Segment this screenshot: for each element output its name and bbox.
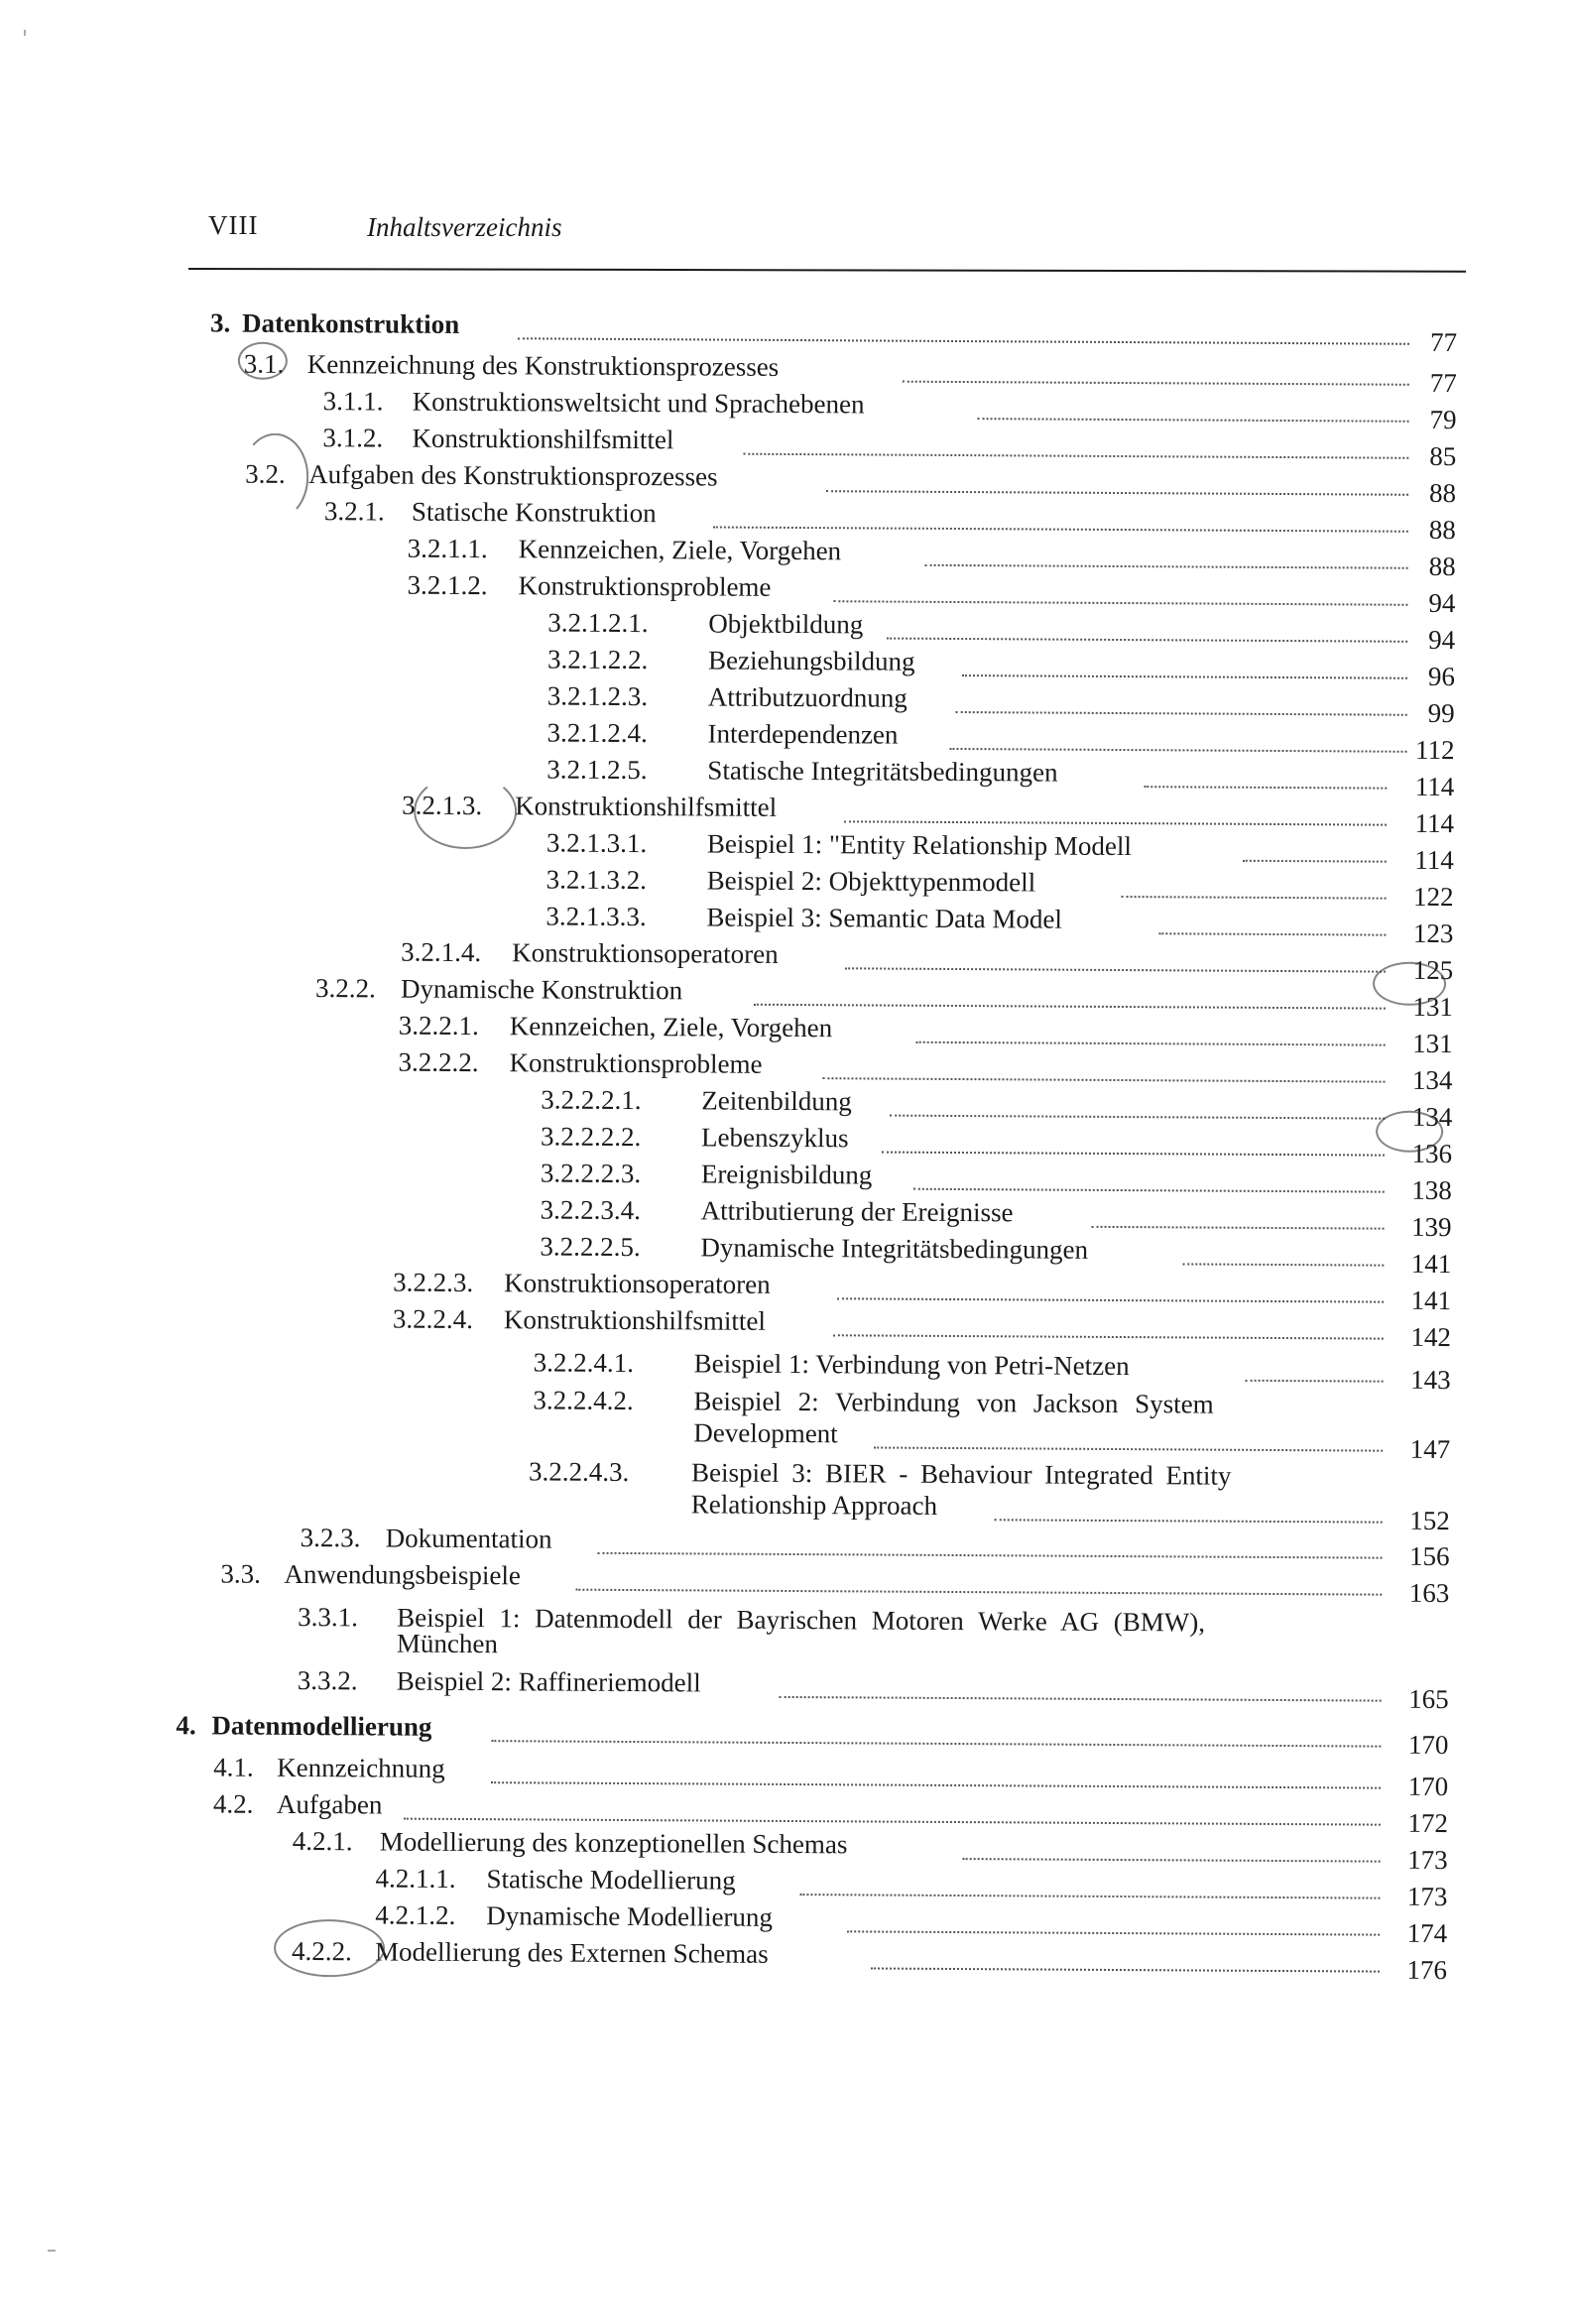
toc-leader <box>754 974 1386 1010</box>
toc-entry-title: Attributierung der Ereignisse <box>700 1195 1014 1228</box>
toc-entry-title: Interdependenzen <box>707 718 899 750</box>
toc-entry-title: Statische Modellierung <box>486 1864 736 1896</box>
toc-entry-number: 4.2.2. <box>291 1935 352 1967</box>
toc-entry-title: Konstruktionsoperatoren <box>504 1268 771 1299</box>
toc-leader <box>871 1937 1380 1972</box>
toc-entry-number: 3.2.2.2.5. <box>540 1231 641 1263</box>
toc-entry-number: 3.2.2.4.1. <box>533 1347 635 1379</box>
toc-entry-page: 141 <box>1410 1248 1452 1280</box>
toc-entry-page: 112 <box>1414 734 1455 766</box>
toc-leader <box>598 1523 1383 1559</box>
toc-entry <box>0 1661 1570 1715</box>
toc-entry-page: 163 <box>1408 1577 1450 1609</box>
toc-entry <box>0 1555 1570 1609</box>
toc-leader <box>978 388 1409 423</box>
toc-leader <box>844 791 1387 825</box>
toc-leader <box>518 307 1409 344</box>
toc-entry-title: Statische Konstruktion <box>411 496 657 529</box>
toc-entry-page: 125 <box>1412 954 1454 986</box>
toc-entry-number: 3.2. <box>245 458 286 489</box>
toc-entry-page: 99 <box>1427 697 1455 729</box>
toc-entry-number: 3.2.2.4. <box>392 1303 474 1335</box>
toc-entry-page: 138 <box>1411 1174 1452 1206</box>
toc-leader <box>575 1559 1382 1596</box>
toc-entry-number: 3.2.1.2.4. <box>546 717 648 749</box>
toc-leader <box>833 1304 1384 1339</box>
toc-entry-number: 3.1.2. <box>322 423 384 453</box>
toc-entry-page: 141 <box>1410 1284 1452 1316</box>
toc-entry-number: 3.2.2.2.2. <box>541 1121 642 1153</box>
toc-entry-title: Kennzeichen, Ziele, Vorgehen <box>518 534 842 566</box>
toc-entry-number: 3.2.2. <box>314 973 376 1004</box>
toc-entry-title: Beispiel 2: Objekttypenmodell <box>706 865 1036 898</box>
toc-entry-title: Konstruktionshilfsmittel <box>412 423 674 455</box>
toc-entry-title: Beispiel 3: BIER - Behaviour Integrated Entity <box>690 1457 1232 1491</box>
toc-entry <box>0 1342 1572 1396</box>
toc-entry-title: Konstruktionsweltsicht und Sprachebenen <box>412 386 865 420</box>
toc-entry-page: 123 <box>1412 917 1454 949</box>
toc-entry-page: 142 <box>1410 1321 1451 1353</box>
toc-entry-number: 3.2.1.2.1. <box>547 607 649 639</box>
toc-leader <box>1158 903 1386 935</box>
toc-entry-number: 3.2.1.2.3. <box>546 680 649 712</box>
toc-entry <box>2 675 1574 729</box>
toc-entry-number: 3.2.2.4.3. <box>528 1456 630 1487</box>
toc-entry-title: Konstruktionsprobleme <box>518 570 772 602</box>
toc-entry-page: 139 <box>1410 1211 1452 1243</box>
toc-entry-title: Beispiel 1: Verbindung von Petri-Netzen <box>693 1348 1130 1382</box>
toc-entry-title: Attributzuordnung <box>707 681 908 713</box>
toc-leader <box>913 1159 1385 1193</box>
toc-entry-title: Zeitenbildung <box>701 1085 852 1117</box>
toc-entry-title: Konstruktionsprobleme <box>509 1047 763 1079</box>
toc-entry-page: 170 <box>1407 1729 1449 1761</box>
toc-entry-page: 173 <box>1407 1844 1448 1876</box>
toc-leader <box>833 570 1407 606</box>
toc-entry <box>3 529 1574 582</box>
toc-entry-page: 77 <box>1429 367 1457 399</box>
toc-entry-title: Dokumentation <box>385 1523 552 1554</box>
toc-entry-number: 3.2.1.2.2. <box>546 644 649 675</box>
toc-entry-page: 77 <box>1429 326 1458 358</box>
scan-speck <box>48 2250 56 2252</box>
toc-entry <box>0 1042 1574 1096</box>
pencil-circle-mark <box>241 433 309 521</box>
toc-entry-title: Dynamische Integritätsbedingungen <box>700 1232 1089 1265</box>
toc-entry <box>0 1263 1572 1316</box>
toc-entry-title-continuation: Relationship Approach <box>690 1489 938 1521</box>
toc-entry <box>3 492 1574 546</box>
toc-entry <box>0 1822 1569 1876</box>
toc-entry-page: 174 <box>1406 1917 1448 1949</box>
toc-entry-title: Dynamische Konstruktion <box>400 973 683 1006</box>
toc-entry-title: Datenkonstruktion <box>242 307 460 339</box>
pencil-circle-mark <box>1373 962 1446 1006</box>
toc-entry-title: Beispiel 1: "Entity Relationship Modell <box>706 828 1132 862</box>
toc-entry-number: 3.3. <box>220 1558 261 1589</box>
toc-entry <box>1 786 1574 839</box>
toc-entry-page: 94 <box>1428 587 1456 619</box>
toc-leader <box>1246 1350 1384 1383</box>
toc-entry-page: 134 <box>1411 1064 1453 1096</box>
toc-entry-title: Konstruktionshilfsmittel <box>503 1304 767 1336</box>
toc-entry-title: Beispiel 2: Verbindung von Jackson System <box>693 1386 1214 1419</box>
toc-entry-title: Aufgaben des Konstruktionsprozesses <box>308 459 718 492</box>
toc-entry <box>1 859 1574 913</box>
toc-entry-page: 114 <box>1414 807 1455 839</box>
toc-entry-page: 156 <box>1408 1540 1450 1572</box>
toc-entry <box>0 1116 1573 1169</box>
toc-entry <box>2 565 1574 619</box>
toc-entry-number: 3.2.1.1. <box>407 533 488 564</box>
toc-entry-title: Beispiel 3: Semantic Data Model <box>706 902 1062 934</box>
toc-entry-title: Kennzeichen, Ziele, Vorgehen <box>509 1011 833 1043</box>
toc-entry <box>1 712 1574 766</box>
toc-entry <box>4 382 1574 435</box>
toc-leader <box>925 535 1408 569</box>
toc-entry-title: Lebenszyklus <box>701 1122 849 1154</box>
toc-leader <box>826 460 1408 496</box>
toc-entry <box>0 1153 1573 1206</box>
toc-entry-title: Beispiel 2: Raffineriemodell <box>396 1665 701 1698</box>
toc-entry-number: 3.2.1.2. <box>407 569 488 601</box>
toc-leader <box>1182 1233 1384 1266</box>
toc-entry-page: 136 <box>1411 1138 1453 1169</box>
toc-entry <box>3 455 1574 509</box>
toc-entry-title-continuation: München <box>396 1628 499 1659</box>
toc-leader <box>887 608 1407 643</box>
toc-leader <box>799 1864 1380 1899</box>
toc-entry-title: Anwendungsbeispiele <box>284 1558 521 1591</box>
toc-entry-page: 173 <box>1406 1881 1448 1912</box>
toc-entry-title: Konstruktionsoperatoren <box>512 937 779 969</box>
pencil-circle-mark <box>274 1919 385 1978</box>
toc-entry-title: Objektbildung <box>708 608 864 640</box>
toc-entry-title: Modellierung des konzeptionellen Schemas <box>379 1826 848 1860</box>
toc-entry-title: Kennzeichnung <box>277 1752 445 1783</box>
toc-entry <box>0 1079 1573 1133</box>
toc-entry-number: 3.2.1.3.1. <box>545 827 648 859</box>
toc-entry <box>0 1226 1573 1280</box>
toc-entry-page: 114 <box>1414 771 1455 802</box>
toc-entry-number: 3.2.2.4.2. <box>533 1385 634 1416</box>
toc-leader <box>1122 866 1387 900</box>
toc-entry-number: 3.2.2.3. <box>393 1267 474 1298</box>
toc-entry-number: 3.2.1.2.5. <box>546 754 648 786</box>
toc-entry-number: 3.1.1. <box>322 386 384 417</box>
toc-leader <box>491 1710 1381 1747</box>
toc-entry-page: 152 <box>1409 1505 1450 1536</box>
toc-entry-page: 134 <box>1411 1101 1453 1133</box>
toc-leader <box>995 1489 1383 1523</box>
toc-leader <box>963 1828 1381 1863</box>
toc-entry <box>0 1749 1569 1802</box>
toc-leader <box>1092 1196 1385 1230</box>
toc-entry-number: 3.3.2. <box>297 1664 358 1696</box>
toc-entry-page: 165 <box>1408 1683 1449 1715</box>
pencil-circle-mark <box>414 774 517 850</box>
toc-entry-page: 114 <box>1414 844 1454 876</box>
toc-entry-page: 88 <box>1428 514 1456 546</box>
toc-entry-page: 96 <box>1427 661 1456 692</box>
toc-leader <box>822 1047 1385 1082</box>
pencil-circle-mark <box>238 342 288 380</box>
toc-entry-number: 4.1. <box>213 1752 254 1782</box>
toc-entry-page: 85 <box>1429 440 1457 472</box>
pencil-circle-mark <box>1376 1111 1443 1153</box>
toc-leader <box>1144 756 1387 789</box>
toc-entry-title: Dynamische Modellierung <box>486 1900 774 1932</box>
toc-entry-number: 3.2.1.3.3. <box>545 901 647 932</box>
toc-entry-page: 176 <box>1406 1954 1448 1986</box>
toc-entry-page: 122 <box>1413 881 1454 913</box>
toc-entry <box>0 1299 1572 1353</box>
toc-leader <box>903 351 1409 386</box>
toc-leader <box>845 937 1386 972</box>
toc-entry-page: 172 <box>1407 1807 1448 1839</box>
toc-entry-page: 147 <box>1409 1433 1451 1465</box>
toc-entry-number: 4.2.1. <box>292 1825 353 1857</box>
toc-leader <box>1243 830 1387 863</box>
toc-leader <box>882 1122 1385 1157</box>
toc-entry-title: Datenmodellierung <box>211 1710 432 1742</box>
toc-entry <box>2 602 1574 656</box>
toc-entry <box>0 932 1574 986</box>
toc-entry-title: Aufgaben <box>276 1788 383 1820</box>
toc-entry-number: 3.2.2.2. <box>398 1046 479 1078</box>
toc-entry <box>1 749 1574 802</box>
toc-entry-chapter <box>4 305 1574 358</box>
toc-entry-number: 4.2.1.1. <box>375 1863 456 1894</box>
toc-entry-page: 79 <box>1429 404 1457 435</box>
toc-entry-number: 3.2.2.2.1. <box>541 1084 642 1116</box>
toc-leader <box>491 1752 1381 1788</box>
toc-entry-number: 4.2.1.2. <box>375 1899 456 1930</box>
toc-entry <box>0 1519 1571 1572</box>
toc-entry-page: 131 <box>1412 1028 1453 1059</box>
toc-entry <box>0 1859 1569 1912</box>
toc-entry <box>3 419 1574 472</box>
toc-entry <box>0 1006 1574 1059</box>
toc-entry <box>0 1785 1569 1839</box>
scan-speck <box>24 30 26 36</box>
toc-entry-number: 3.2.1.3. <box>402 790 483 821</box>
toc-entry <box>0 969 1574 1023</box>
toc-leader <box>949 718 1406 753</box>
toc-entry-title-continuation: Development <box>693 1417 838 1449</box>
toc-entry-title: Kennzeichnung des Konstruktionsprozesses <box>306 348 780 382</box>
toc-entry <box>0 1932 1568 1986</box>
toc-entry-number: 3.2.2.3.4. <box>540 1194 641 1226</box>
toc-entry-title: Konstruktionshilfsmittel <box>515 791 778 822</box>
toc-entry-number: 3.2.3. <box>300 1522 361 1553</box>
toc-entry-title: Statische Integritätsbedingungen <box>707 755 1058 788</box>
toc-entry-page: 131 <box>1412 991 1454 1023</box>
toc-entry-number: 3.3.1. <box>298 1601 358 1633</box>
toc-entry-page: 170 <box>1407 1771 1449 1802</box>
toc-entry-title: Beziehungsbildung <box>707 645 915 676</box>
toc-leader <box>916 1012 1386 1046</box>
toc-entry <box>0 1896 1568 1949</box>
toc-entry-title: Beispiel 1: Datenmodell der Bayrischen Motoren Werke AG (BMW), <box>397 1602 1206 1638</box>
toc-leader <box>404 1788 1381 1826</box>
toc-leader <box>890 1085 1385 1120</box>
toc-entry <box>1 822 1574 876</box>
toc-entry <box>0 1189 1573 1243</box>
toc-entry-page: 143 <box>1410 1364 1451 1396</box>
toc-entry <box>0 896 1574 949</box>
toc-entry-chapter <box>0 1707 1570 1761</box>
toc-entry-title: Modellierung des Externen Schemas <box>374 1936 769 1969</box>
toc-entry-number: 3.2.1. <box>323 496 385 527</box>
toc-entry-number: 3.1. <box>243 348 285 379</box>
toc-entry-number: 3.2.1.4. <box>401 936 482 968</box>
header-title: Inhaltsverzeichnis <box>367 212 562 242</box>
toc-entry <box>2 639 1574 692</box>
toc-entry-number: 4.2. <box>212 1788 254 1819</box>
toc-entry-number: 3.2.1.3.2. <box>545 864 648 896</box>
toc-leader <box>743 424 1408 459</box>
toc-entry-page: 88 <box>1428 477 1457 509</box>
toc-entry-page: 88 <box>1428 550 1456 582</box>
toc-leader <box>713 496 1408 532</box>
toc-leader <box>847 1900 1380 1935</box>
toc-entry-title: Ereignisbildung <box>700 1159 873 1190</box>
header-page-number: VIII <box>208 210 259 240</box>
toc-entry-number: 3.2.2.2.3. <box>540 1158 642 1189</box>
toc-entry-page: 94 <box>1428 624 1456 656</box>
toc-entry-number: 4. <box>176 1710 196 1741</box>
toc-entry-number: 3.2.2.1. <box>398 1010 479 1041</box>
toc-leader <box>837 1268 1384 1302</box>
toc-leader <box>874 1417 1383 1452</box>
toc-leader <box>780 1666 1382 1702</box>
toc-entry-number: 3. <box>210 307 231 338</box>
toc-leader <box>962 645 1407 679</box>
toc-leader <box>956 681 1407 716</box>
